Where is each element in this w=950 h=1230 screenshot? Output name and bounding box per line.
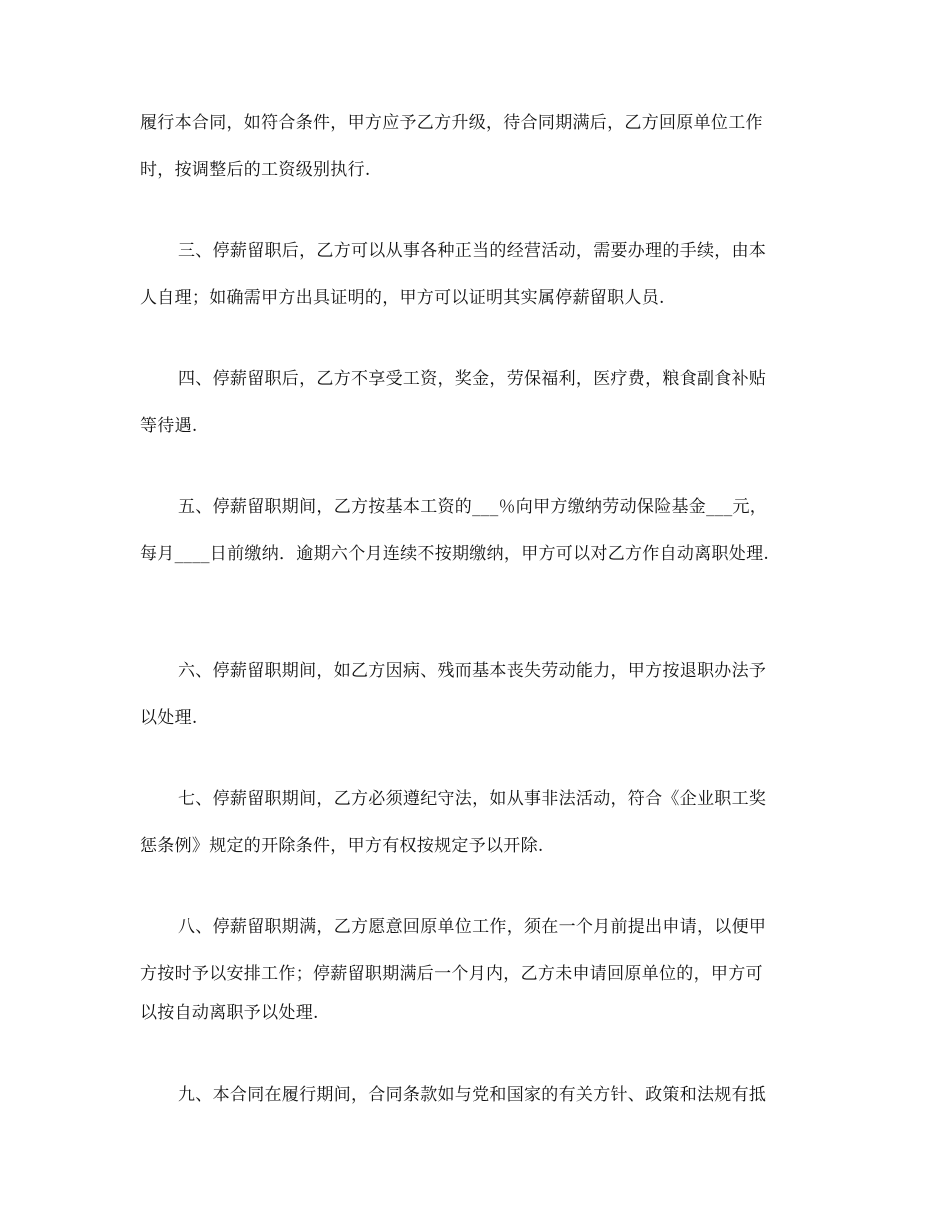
clause-4-line-2: 等待遇. — [140, 416, 198, 436]
clause-5-line-1: 五、停薪留职期间，乙方按基本工资的___％向甲方缴纳劳动保险基金___元， — [178, 497, 768, 517]
paragraph-continued-line-2: 时，按调整后的工资级别执行. — [140, 160, 371, 180]
clause-6-line-1: 六、停薪留职期间，如乙方因病、残而基本丧失劳动能力，甲方按退职办法予 — [178, 661, 767, 681]
clause-8-line-3: 以按自动离职予以处理. — [140, 1003, 319, 1023]
paragraph-continued-line-1: 履行本合同，如符合条件，甲方应予乙方升级，待合同期满后，乙方回原单位工作 — [140, 113, 763, 133]
clause-5-line-2: 每月____日前缴纳．逾期六个月连续不按期缴纳，甲方可以对乙方作自动离职处理. — [140, 544, 770, 564]
clause-7-line-2: 惩条例》规定的开除条件，甲方有权按规定予以开除. — [140, 836, 544, 856]
clause-4-line-1: 四、停薪留职后，乙方不享受工资，奖金，劳保福利，医疗费，粮食副食补贴 — [178, 369, 767, 389]
clause-9-line-1: 九、本合同在履行期间，合同条款如与党和国家的有关方针、政策和法规有抵 — [178, 1085, 767, 1105]
clause-7-line-1: 七、停薪留职期间，乙方必须遵纪守法，如从事非法活动，符合《企业职工奖 — [178, 789, 767, 809]
clause-8-line-1: 八、停薪留职期满，乙方愿意回原单位工作，须在一个月前提出申请，以便甲 — [178, 917, 767, 937]
clause-8-line-2: 方按时予以安排工作；停薪留职期满后一个月内，乙方未申请回原单位的，甲方可 — [140, 964, 763, 984]
clause-3-line-1: 三、停薪留职后，乙方可以从事各种正当的经营活动，需要办理的手续，由本 — [178, 241, 767, 261]
clause-3-line-2: 人自理；如确需甲方出具证明的，甲方可以证明其实属停薪留职人员. — [140, 288, 665, 308]
clause-6-line-2: 以处理. — [140, 708, 198, 728]
